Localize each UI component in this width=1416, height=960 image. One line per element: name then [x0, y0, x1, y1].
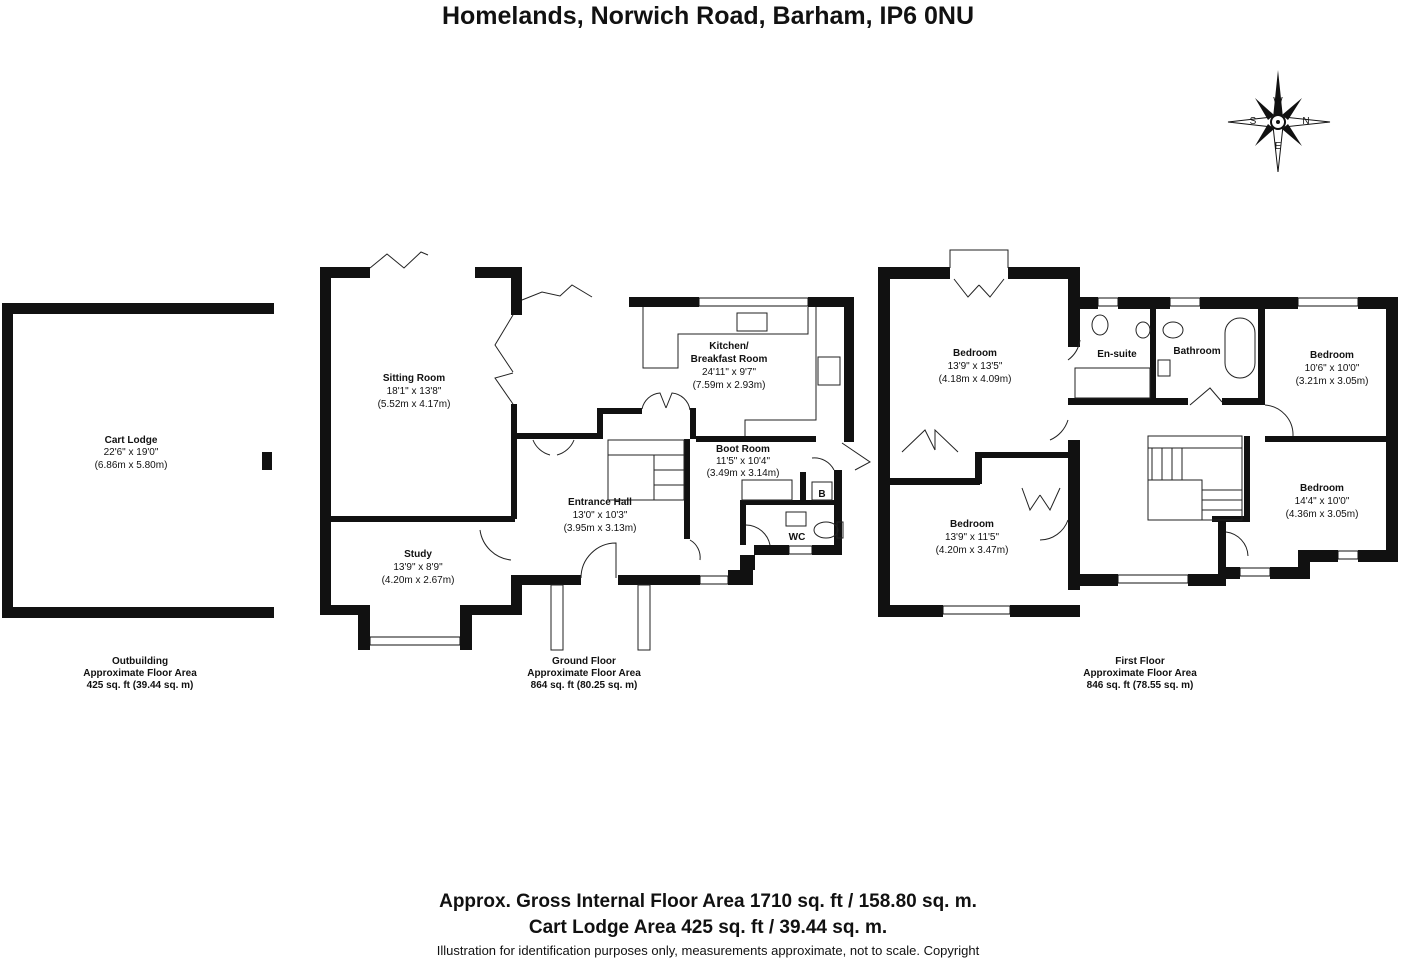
room-name: Bedroom — [953, 348, 997, 359]
compass-icon — [1228, 70, 1330, 172]
floor-name: Ground Floor — [552, 656, 616, 667]
room-name: Study — [404, 549, 432, 560]
room-kitchen — [691, 341, 768, 391]
room-metric: (6.86m x 5.80m) — [94, 460, 168, 471]
floor-area-value: 864 sq. ft (80.25 sq. m) — [530, 680, 638, 691]
room-bedroom-4 — [1286, 483, 1359, 520]
cart-lodge-area: Cart Lodge Area 425 sq. ft / 39.44 sq. m. — [528, 917, 888, 938]
room-sitting-room — [378, 373, 451, 410]
room-metric: (3.49m x 3.14m) — [706, 468, 780, 479]
room-name: Sitting Room — [382, 373, 446, 384]
first-floor-area-label — [1040, 656, 1240, 692]
room-name: Bedroom — [950, 519, 994, 530]
compass-s-label: S — [1249, 116, 1257, 127]
room-imperial: 10'6" x 10'0" — [1304, 363, 1360, 374]
room-metric: (4.20m x 2.67m) — [381, 575, 455, 586]
room-name: Cart Lodge — [104, 435, 158, 446]
room-cart-lodge — [95, 435, 168, 471]
room-metric: (4.20m x 3.47m) — [935, 545, 1009, 556]
room-name: Bedroom — [1310, 350, 1354, 361]
disclaimer: Illustration for identification purposes only, measurements approximate, not to scale. Copyright — [436, 943, 980, 958]
room-name-line2: Breakfast Room — [690, 354, 768, 365]
room-metric: (3.21m x 3.05m) — [1295, 376, 1369, 387]
room-imperial: 22'6" x 19'0" — [103, 447, 159, 458]
room-imperial: 11'5" x 10'4" — [715, 456, 771, 467]
page-title: Homelands, Norwich Road, Barham, IP6 0NU — [441, 2, 975, 30]
room-imperial: 13'0" x 10'3" — [572, 510, 628, 521]
room-name: Bedroom — [1300, 483, 1344, 494]
floor-name: Outbuilding — [111, 656, 169, 667]
room-name: Boot Room — [716, 444, 770, 455]
floor-area-caption: Approximate Floor Area — [83, 668, 197, 679]
room-bedroom-1 — [939, 348, 1012, 385]
room-metric: (4.18m x 4.09m) — [938, 374, 1012, 385]
room-imperial: 13'9" x 8'9" — [393, 562, 443, 573]
gross-internal-area: Approx. Gross Internal Floor Area 1710 sq. ft / 158.80 sq. m. — [439, 891, 977, 912]
first-floor-walls — [878, 267, 1398, 617]
floor-area-caption: Approximate Floor Area — [1083, 668, 1197, 679]
room-metric: (5.52m x 4.17m) — [377, 399, 451, 410]
room-imperial: 13'9" x 13'5" — [947, 361, 1003, 372]
floor-area-value: 846 sq. ft (78.55 sq. m) — [1086, 680, 1194, 691]
ground-floor-walls — [320, 267, 854, 650]
room-wc: WC — [788, 532, 806, 543]
room-boiler: B — [818, 489, 826, 500]
room-imperial: 14'4" x 10'0" — [1294, 496, 1350, 507]
floor-name: First Floor — [1115, 656, 1165, 667]
room-bedroom-2 — [1296, 350, 1369, 387]
room-imperial: 24'11" x 9'7" — [701, 367, 757, 378]
room-entrance-hall — [564, 497, 637, 534]
room-boot-room — [707, 444, 780, 479]
room-metric: (4.36m x 3.05m) — [1285, 509, 1359, 520]
room-bathroom: Bathroom — [1173, 346, 1221, 357]
room-imperial: 18'1" x 13'8" — [386, 386, 442, 397]
outbuilding-area-label — [40, 656, 240, 692]
room-name-line1: Kitchen/ — [709, 341, 749, 352]
floor-area-value: 425 sq. ft (39.44 sq. m) — [86, 680, 194, 691]
floor-area-caption: Approximate Floor Area — [527, 668, 641, 679]
room-ensuite: En-suite — [1097, 349, 1137, 360]
room-metric: (3.95m x 3.13m) — [563, 523, 637, 534]
room-bedroom-3 — [936, 519, 1009, 556]
room-study — [382, 549, 455, 586]
room-metric: (7.59m x 2.93m) — [692, 380, 766, 391]
compass-e-label: E — [1274, 141, 1282, 152]
room-imperial: 13'9" x 11'5" — [944, 532, 1000, 543]
compass-w-label: W — [1273, 96, 1283, 107]
ground-floor-fixtures — [331, 252, 870, 650]
compass-n-label: N — [1302, 116, 1310, 127]
ground-floor-area-label — [484, 656, 684, 692]
room-name: Entrance Hall — [568, 497, 632, 508]
